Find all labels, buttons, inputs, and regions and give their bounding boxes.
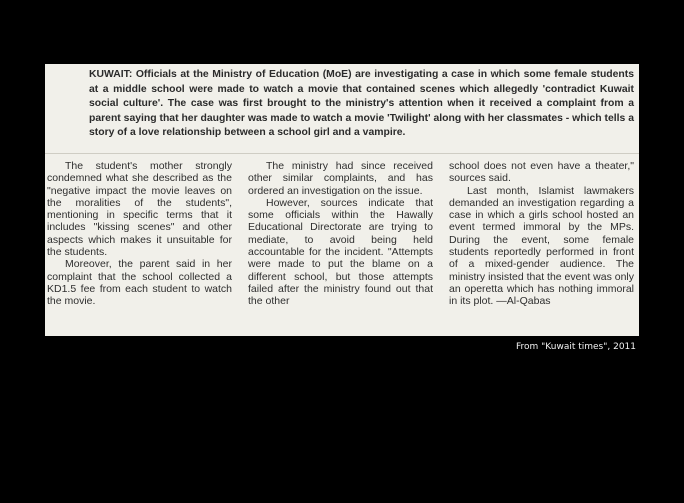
article-lead: KUWAIT: Officials at the Ministry of Education (MoE) are investigating a case in which some female students at a middle school were made to watch a movie that contained scenes which allegedly 'contradict Kuwait social culture'. The case was first brought to the ministry's attention when it received a complaint from a parent saying that her daughter was made to watch a movie 'Twilight' along with her classmates - which tells a story of a love relationship between a school girl and a vampire. xyxy=(89,69,634,138)
article-column-1 xyxy=(47,160,232,308)
paragraph: Last month, Islamist lawmakers demanded an investigation regarding a case in which a girls school hosted an event termed immoral by the MPs. During the event, some female students reportedly performed in front of a mixed-gender audience. The ministry insisted that the event was only an operetta which has nothing immoral in its plot. —Al-Qabas xyxy=(449,184,635,308)
newspaper-clipping xyxy=(45,64,639,336)
paragraph-continued: school does not even have a theater," sources said. xyxy=(449,160,634,185)
paragraph: Moreover, the parent said in her complaint that the school collected a KD1.5 fee from each student to watch the movie. xyxy=(47,258,232,308)
article-column-2 xyxy=(248,160,433,308)
article-column-3 xyxy=(449,160,634,308)
divider xyxy=(45,153,639,154)
paragraph: The ministry had since received other similar complaints, and has ordered an investigation on the issue. xyxy=(248,160,433,197)
source-credit: From "Kuwait times", 2011 xyxy=(516,342,637,352)
paragraph: The student's mother strongly condemned what she described as the "negative impact the movie leaves on the moralities of the students", mentioning in specific terms that it includes "kissing scenes" and other aspects which makes it unsuitable for the students. xyxy=(47,160,232,259)
paragraph: However, sources indicate that some officials within the Hawally Educational Directorate are trying to mediate, to avoid being held accountable for the incident. "Attempts were made to put the blame on a different school, but those attempts failed after the ministry found out that the other xyxy=(248,196,433,308)
